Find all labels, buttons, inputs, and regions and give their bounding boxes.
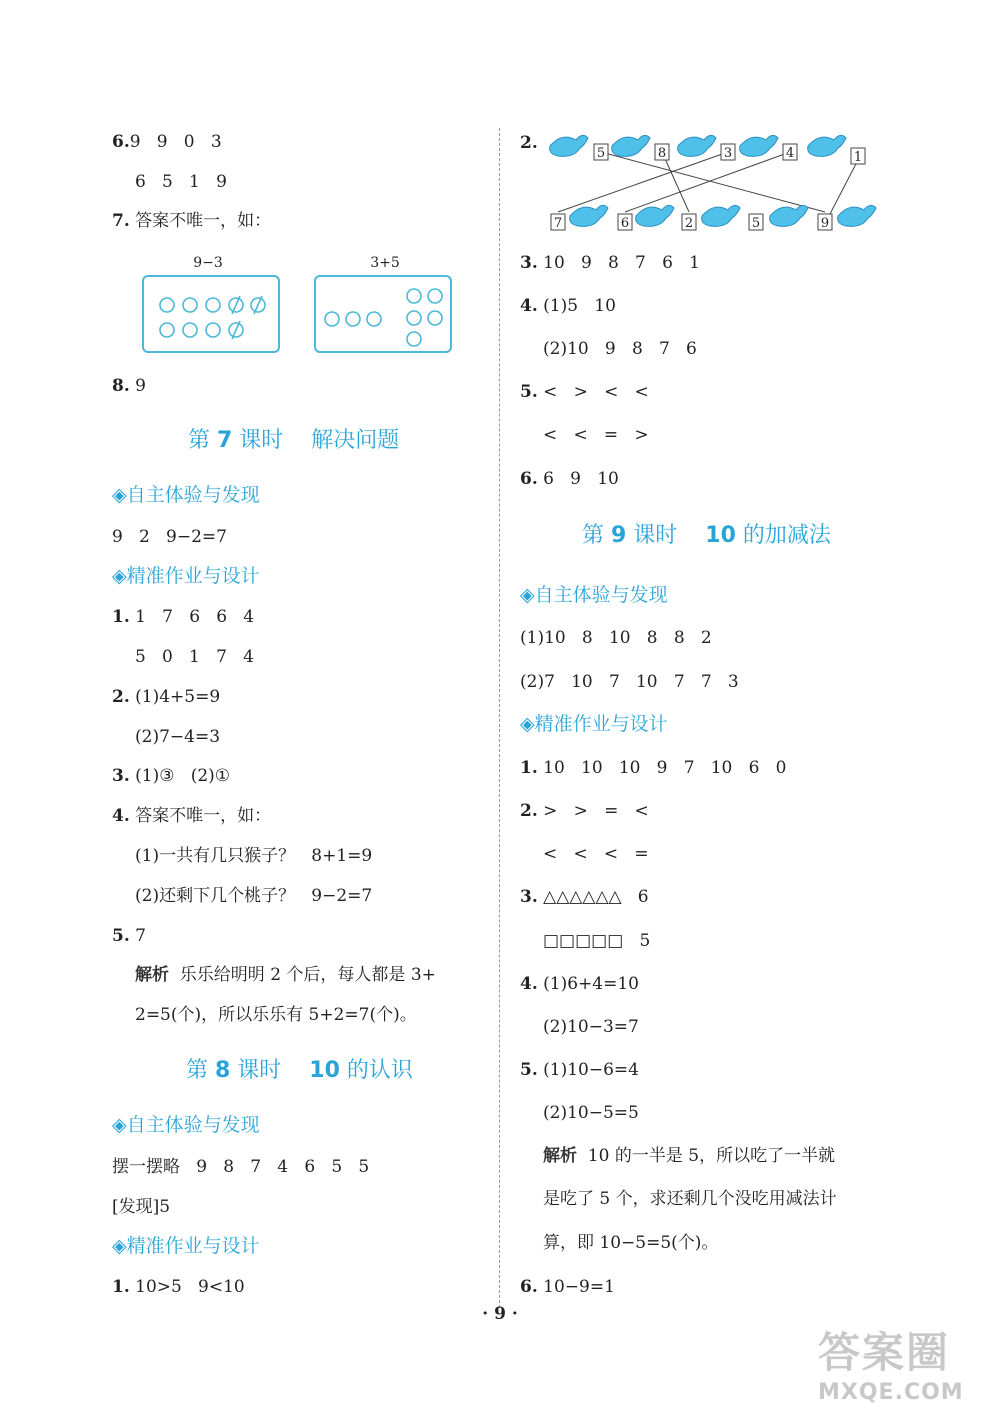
- l7-q5-number: 5.: [112, 926, 130, 946]
- l7-q4-text: 答案不唯一，如：: [135, 806, 272, 826]
- l9-q5-explain-label: 解析: [543, 1146, 577, 1166]
- page-number: · 9 ·: [482, 1304, 518, 1324]
- fig1-circles: [144, 277, 278, 351]
- q6-number: 6.: [112, 132, 130, 152]
- lesson7-num: 7: [217, 428, 233, 453]
- watermark-logo: [818, 1320, 993, 1408]
- l9-q2-number: 2.: [520, 801, 538, 821]
- l7-q3: [112, 765, 230, 787]
- r-q2-number: [520, 132, 538, 154]
- l9-q6: [520, 1276, 615, 1298]
- l9-q5-explanation-line3: 算，即 10−5=5(个)。: [543, 1233, 719, 1253]
- l9-q5-explanation-line2: 是吃了 5 个，求还剩几个没吃用减法计: [543, 1189, 837, 1209]
- r-q4-row1: [520, 295, 616, 317]
- l9-q1: [520, 757, 786, 779]
- q6-row1-text: 9 9 0 3: [129, 132, 222, 152]
- l7-q2-row2: (2)7−4=3: [135, 727, 221, 747]
- bottom-number: 7: [553, 216, 563, 231]
- lesson7-title: [188, 427, 399, 455]
- l8-explore-line2: [发现]5: [112, 1197, 171, 1217]
- fig2-label: 3+5: [370, 255, 400, 271]
- l9-q2-row2: < < < =: [543, 844, 649, 864]
- l7-q2-row1: [112, 686, 220, 708]
- l7-q4: [112, 805, 271, 827]
- l9-q1-number: 1.: [520, 758, 538, 778]
- l7-q4-number: 4.: [112, 806, 130, 826]
- lesson9-part3: 的加减法: [735, 523, 831, 548]
- l8-section-homework: ◈精准作业与设计: [112, 1235, 260, 1257]
- lesson9-num2: 10: [705, 523, 736, 548]
- lesson8-num: 8: [215, 1058, 231, 1083]
- l9-q5-number: 5.: [520, 1060, 538, 1080]
- r-q4-row1-text: (1)5 10: [543, 296, 616, 316]
- l7-q5-explanation-line2: 2=5(个)，所以乐乐有 5+2=7(个)。: [135, 1005, 417, 1025]
- fig1-box: [142, 275, 280, 353]
- l9-q5-row2: (2)10−5=5: [543, 1103, 639, 1123]
- r-q5-row1: [520, 381, 649, 403]
- q7-number: 7.: [112, 211, 130, 231]
- r-q5-row2: < < = >: [543, 425, 649, 445]
- r-q4-number: 4.: [520, 296, 538, 316]
- bottom-number: 6: [620, 216, 630, 231]
- fig2-circles: [316, 277, 450, 351]
- l9-q4-row2: (2)10−3=7: [543, 1017, 639, 1037]
- l7-explore-answer: 9 2 9−2=7: [112, 527, 227, 547]
- lesson9-num: 9: [611, 523, 627, 548]
- l9-section-explore: ◈自主体验与发现: [520, 584, 668, 606]
- l7-q5: [112, 925, 146, 947]
- bottom-number: 2: [684, 216, 694, 231]
- column-divider: [499, 128, 500, 1308]
- r-q2-num: 2.: [520, 133, 538, 153]
- l7-q1-row1: [112, 606, 254, 628]
- top-number: 5: [596, 146, 606, 161]
- l8-q1: [112, 1276, 245, 1298]
- l9-q5-exp1: 10 的一半是 5，所以吃了一半就: [577, 1146, 836, 1166]
- lesson8-part3: 的认识: [339, 1058, 413, 1083]
- r-q3: [520, 252, 700, 274]
- l8-explore-line1: 摆一摆略 9 8 7 4 6 5 5: [112, 1157, 370, 1177]
- lesson9-title: [582, 522, 831, 550]
- lesson7-part1: 第: [188, 428, 217, 453]
- l9-q6-number: 6.: [520, 1277, 538, 1297]
- l8-section-explore: ◈自主体验与发现: [112, 1114, 260, 1136]
- l9-q3-row2: □□□□□ 5: [543, 931, 651, 951]
- lesson9-part2: 课时: [626, 523, 706, 548]
- r-q6-text: 6 9 10: [543, 469, 619, 489]
- lesson8-title: [186, 1057, 413, 1085]
- top-number: 8: [657, 146, 667, 161]
- l7-q3-number: 3.: [112, 766, 130, 786]
- l9-q3-row1-text: △△△△△△ 6: [543, 887, 649, 907]
- r-q5-number: 5.: [520, 382, 538, 402]
- l7-q4-row2: (2)还剩下几个桃子？ 9−2=7: [135, 886, 373, 906]
- l7-section-explore: ◈自主体验与发现: [112, 484, 260, 506]
- l7-q1-row2: 5 0 1 7 4: [135, 647, 254, 667]
- q6-row1: [112, 131, 222, 153]
- l9-q1-text: 10 10 10 9 7 10 6 0: [543, 758, 787, 778]
- lesson8-part2: 课时: [230, 1058, 310, 1083]
- l9-q4-row1: [520, 973, 639, 995]
- l7-q2-number: 2.: [112, 687, 130, 707]
- fig2-box: [314, 275, 452, 353]
- l7-q4-row1: (1)一共有几只猴子？ 8+1=9: [135, 846, 373, 866]
- l7-section-homework: ◈精准作业与设计: [112, 565, 260, 587]
- top-number: 1: [853, 150, 863, 165]
- l8-q1-number: 1.: [112, 1277, 130, 1297]
- l7-q5-explanation-line1: [135, 964, 436, 986]
- top-number: 3: [723, 146, 733, 161]
- lesson7-part2: 课时 解决问题: [232, 428, 400, 453]
- l9-q5-explanation-line1: [543, 1145, 835, 1167]
- lesson8-num2: 10: [309, 1058, 340, 1083]
- l9-q5-row1-text: (1)10−6=4: [543, 1060, 639, 1080]
- watermark-line1: 答案圈: [818, 1328, 951, 1377]
- l7-q1-row1-text: 1 7 6 6 4: [135, 607, 255, 627]
- l9-q3-row1: [520, 886, 649, 908]
- l7-q1-number: 1.: [112, 607, 130, 627]
- q6-row2: 6 5 1 9: [135, 172, 227, 192]
- r-q3-text: 10 9 8 7 6 1: [543, 253, 700, 273]
- bottom-number: 9: [820, 216, 830, 231]
- l9-q6-text: 10−9=1: [543, 1277, 615, 1297]
- fig1-label: 9−3: [193, 255, 223, 271]
- l9-q5-row1: [520, 1059, 639, 1081]
- l7-q5-text: 7: [135, 926, 146, 946]
- l9-q2-row1: [520, 800, 649, 822]
- l7-q3-text: (1)③ (2)①: [135, 766, 231, 786]
- top-number: 4: [785, 146, 795, 161]
- l9-explore-line1: (1)10 8 10 8 8 2: [520, 628, 712, 648]
- lesson8-part1: 第: [186, 1058, 215, 1083]
- l7-q5-exp1: 乐乐给明明 2 个后，每人都是 3+: [169, 965, 436, 985]
- r-q5-row1-text: < > < <: [543, 382, 649, 402]
- r-q3-number: 3.: [520, 253, 538, 273]
- l9-section-homework: ◈精准作业与设计: [520, 713, 668, 735]
- bottom-number: 5: [751, 216, 761, 231]
- q7-text: 答案不唯一，如：: [135, 211, 272, 231]
- l9-q4-number: 4.: [520, 974, 538, 994]
- watermark-line2: MXQE.COM: [818, 1380, 964, 1405]
- r-q6-number: 6.: [520, 469, 538, 489]
- bird-matching-figure: [540, 128, 890, 240]
- l9-q2-row1-text: > > = <: [543, 801, 649, 821]
- l9-explore-line2: (2)7 10 7 10 7 7 3: [520, 672, 739, 692]
- l9-q3-number: 3.: [520, 887, 538, 907]
- r-q4-row2: (2)10 9 8 7 6: [543, 339, 697, 359]
- l9-q4-row1-text: (1)6+4=10: [543, 974, 639, 994]
- l7-q2-row1-text: (1)4+5=9: [135, 687, 221, 707]
- q8: [112, 375, 146, 397]
- l8-q1-text: 10>5 9<10: [135, 1277, 245, 1297]
- l7-q5-explain-label: 解析: [135, 965, 169, 985]
- match-lines: [558, 152, 858, 214]
- q8-text: 9: [135, 376, 146, 396]
- r-q6: [520, 468, 619, 490]
- q7: [112, 210, 271, 232]
- q8-number: 8.: [112, 376, 130, 396]
- lesson9-part1: 第: [582, 523, 611, 548]
